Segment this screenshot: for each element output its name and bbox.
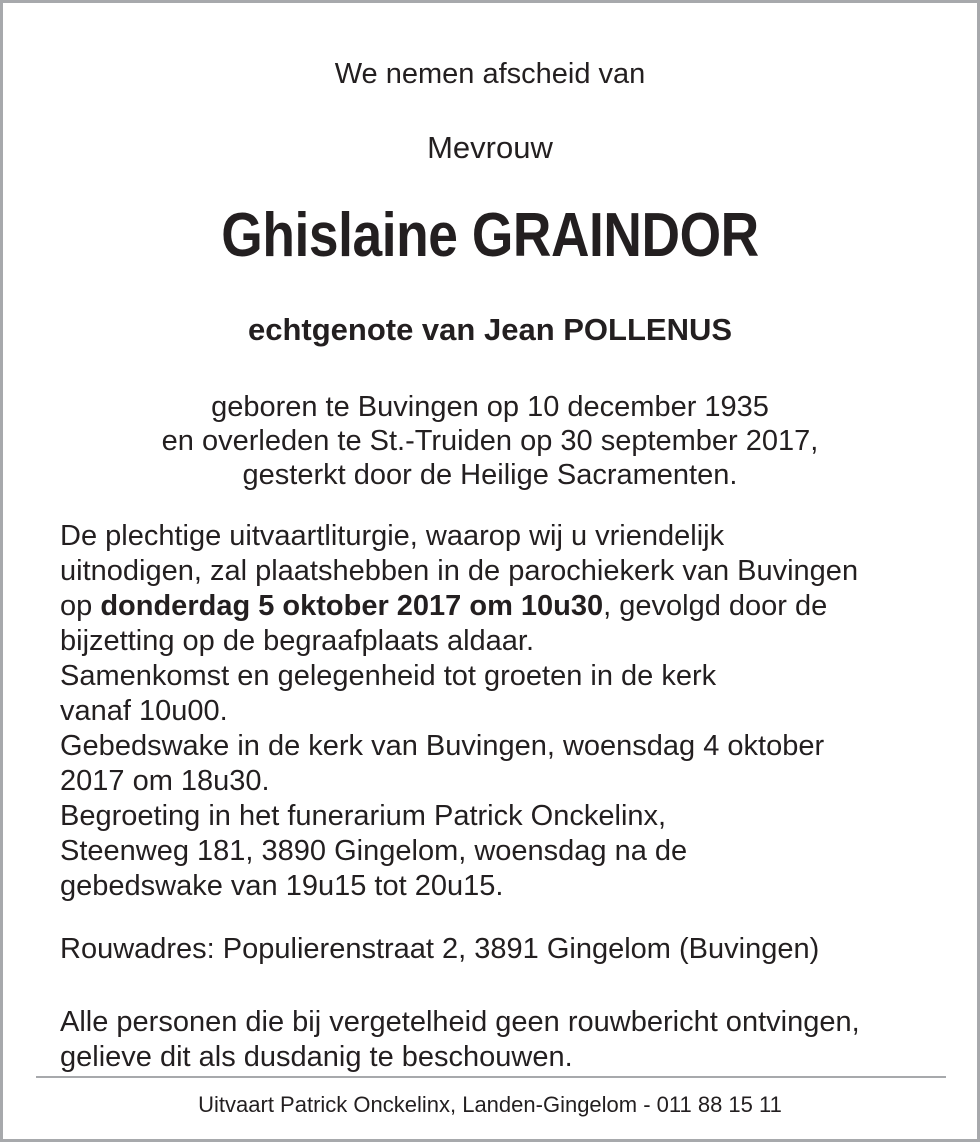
ceremony-line-prefix: op [60, 590, 101, 622]
ceremony-line: gebedswake van 19u15 tot 20u15. [60, 870, 504, 902]
ceremony-paragraph [60, 519, 940, 904]
deceased-name: Ghislaine GRAINDOR [221, 201, 759, 270]
closing-line: gelieve dit als dusdanig te beschouwen. [60, 1041, 573, 1073]
ceremony-line: bijzetting op de begraafplaats aldaar. [60, 625, 535, 657]
intro-text: We nemen afscheid van [334, 58, 646, 90]
ceremony-line [60, 589, 940, 624]
death-line: en overleden te St.-Truiden op 30 september 2017, [161, 425, 819, 457]
birth-line: geboren te Buvingen op 10 december 1935 [211, 391, 769, 423]
sacraments-line: gesterkt door de Heilige Sacramenten. [242, 459, 738, 491]
ceremony-line: De plechtige uitvaartliturgie, waarop wij u vriendelijk [60, 520, 725, 552]
ceremony-line: 2017 om 18u30. [60, 765, 270, 797]
footer-divider [36, 1076, 946, 1078]
ceremony-line: uitnodigen, zal plaatshebben in de parochiekerk van Buvingen [60, 555, 859, 587]
birth-death-details [3, 390, 977, 492]
ceremony-line: Begroeting in het funerarium Patrick Onckelinx, [60, 800, 667, 832]
honorific: Mevrouw [427, 130, 553, 165]
closing-note [60, 1005, 940, 1075]
ceremony-date: donderdag 5 oktober 2017 om 10u30 [100, 590, 604, 622]
funeral-home-footer: Uitvaart Patrick Onckelinx, Landen-Gingelom - 011 88 15 11 [198, 1092, 782, 1117]
mourning-address: Rouwadres: Populierenstraat 2, 3891 Gingelom (Buvingen) [60, 933, 820, 965]
ceremony-line-suffix: , gevolgd door de [603, 590, 828, 622]
closing-line: Alle personen die bij vergetelheid geen rouwbericht ontvingen, [60, 1006, 860, 1038]
ceremony-line: Steenweg 181, 3890 Gingelom, woensdag na de [60, 835, 688, 867]
ceremony-line: Gebedswake in de kerk van Buvingen, woensdag 4 oktober [60, 730, 825, 762]
ceremony-line: vanaf 10u00. [60, 695, 228, 727]
ceremony-line: Samenkomst en gelegenheid tot groeten in de kerk [60, 660, 717, 692]
spouse-line: echtgenote van Jean POLLENUS [247, 312, 733, 347]
